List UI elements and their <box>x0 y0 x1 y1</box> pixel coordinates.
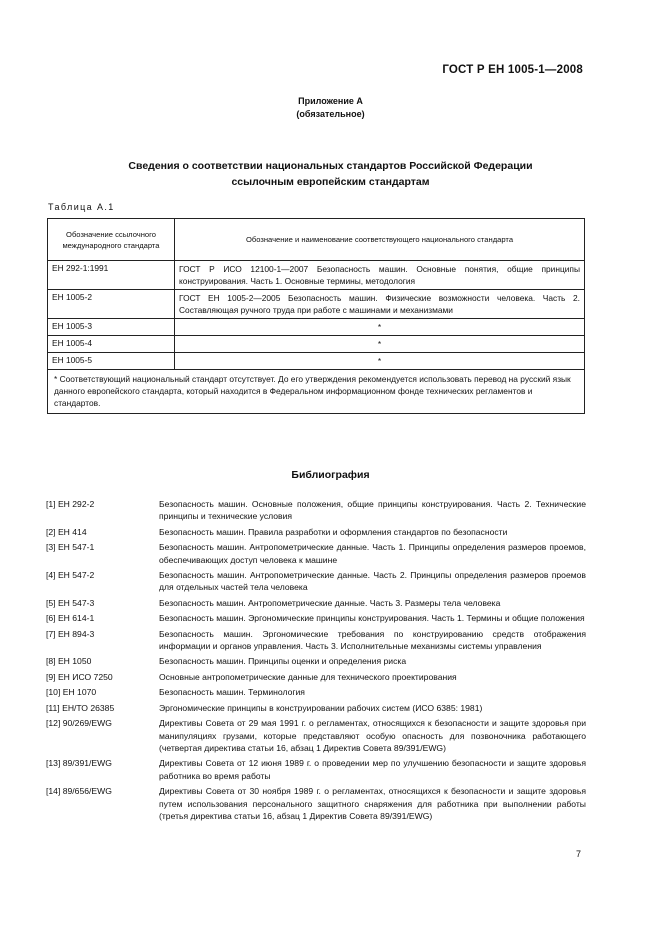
bibliography-ref: [8] ЕН 1050 <box>46 656 92 667</box>
correspondence-table <box>47 218 585 414</box>
bibliography-ref: [10] ЕН 1070 <box>46 687 97 698</box>
table-footnote: * Соответствующий национальный стандарт отсутствует. До его утверждения рекомендуется использовать перевод на русский язык данного европейского стандарта, который находится в Федеральном информационном фонде технических регламентов и стандартов. <box>48 370 585 414</box>
table-cell-code: ЕН 1005-2 <box>48 290 175 319</box>
bibliography-item <box>46 757 586 782</box>
bibliography-text: Безопасность машин. Принципы оценки и определения риска <box>159 656 407 667</box>
table-header-col1 <box>48 219 175 261</box>
bibliography-item <box>46 686 586 698</box>
bibliography-text: Директивы Совета от 30 ноября 1989 г. о регламентах, относящихся к безопасности и защите здоровья путем использования персонального защитного снаряжения для работника при выполнении работы (третья директива статьи 16, абзац 1 Директив Совета 89/391/EWG) <box>159 786 586 821</box>
bibliography-item <box>46 526 586 538</box>
page-number: 7 <box>575 849 581 859</box>
table-header-row <box>48 219 585 261</box>
bibliography-ref: [13] 89/391/EWG <box>46 758 112 769</box>
table-header-col2: Обозначение и наименование соответствующего национального стандарта <box>175 219 585 261</box>
bibliography-text: Безопасность машин. Эргономические принципы конструирования. Часть 1. Термины и общие положения <box>159 613 585 624</box>
bibliography-ref: [1] ЕН 292-2 <box>46 499 95 509</box>
table-cell-code: ЕН 1005-4 <box>48 336 175 353</box>
appendix-subtitle: (обязательное) <box>296 109 365 119</box>
bibliography-ref: [14] 89/656/EWG <box>46 786 112 797</box>
standard-code: ГОСТ Р ЕН 1005-1—2008 <box>442 64 583 76</box>
bibliography-text: Безопасность машин. Эргономические требования по конструированию средств отображения информации и органов управления. Часть 3. Исполнительные механизмы системы управления <box>159 628 586 652</box>
table-row <box>48 336 585 353</box>
bibliography-item <box>46 597 586 609</box>
bibliography-item <box>46 655 586 667</box>
bibliography-ref: [5] ЕН 547-3 <box>46 597 95 608</box>
bibliography-text: Безопасность машин. Правила разработки и оформления стандартов по безопасности <box>159 526 508 537</box>
table-cell-desc: * <box>175 336 585 353</box>
table-cell-desc: ГОСТ ЕН 1005-2—2005 Безопасность машин. Физические возможности человека. Часть 2. Составляющая ручного труда при работе с машинами и механизмами <box>175 290 585 319</box>
table-row <box>48 353 585 370</box>
main-title-line1: Сведения о соответствии национальных стандартов Российской Федерации <box>128 160 533 172</box>
bibliography-ref: [2] ЕН 414 <box>46 526 87 537</box>
table-header-col1-line2: международного стандарта <box>62 240 160 250</box>
table-cell-code: ЕН 292-1:1991 <box>48 261 175 290</box>
bibliography-text: Директивы Совета от 12 июня 1989 г. о проведении мер по улучшению безопасности и защите здоровья работника во время работы <box>159 758 586 781</box>
bibliography-text: Директивы Совета от 29 мая 1991 г. о регламентах, относящихся к безопасности и защите здоровья при манипуляциях грузами, которые представляют особую опасность для позвоночника работающего (четвертая директива статьи 16, абзац 1 Директив Совета 89/391/EWG) <box>159 718 586 753</box>
table-row <box>48 290 585 319</box>
main-title-line2: ссылочным европейским стандартам <box>231 176 430 188</box>
table-row <box>48 261 585 290</box>
bibliography-ref: [11] ЕН/ТО 26385 <box>46 702 115 713</box>
bibliography-ref: [3] ЕН 547-1 <box>46 542 95 553</box>
bibliography-text: Безопасность машин. Основные положения, общие принципы конструирования. Часть 2. Технические принципы и технические условия <box>159 499 586 522</box>
table-cell-desc: * <box>175 319 585 336</box>
table-header-col1-line1: Обозначение ссылочного <box>66 229 156 239</box>
bibliography-ref: [6] ЕН 614-1 <box>46 613 95 624</box>
bibliography-text: Безопасность машин. Антропометрические данные. Часть 1. Принципы определения размеров проемов, обеспечивающих доступ человека к машине <box>159 542 586 565</box>
appendix-title: Приложение А <box>298 96 363 106</box>
bibliography-title: Библиография <box>291 469 370 481</box>
bibliography-item <box>46 717 586 754</box>
bibliography-text: Основные антропометрические данные для технического проектирования <box>159 671 457 682</box>
bibliography-text: Безопасность машин. Терминология <box>159 687 305 698</box>
table-label: Таблица А.1 <box>48 202 115 212</box>
table-cell-code: ЕН 1005-5 <box>48 353 175 370</box>
bibliography-text: Эргономические принципы в конструировании рабочих систем (ИСО 6385: 1981) <box>159 702 483 713</box>
bibliography-item <box>46 569 586 594</box>
bibliography-ref: [4] ЕН 547-2 <box>46 570 95 581</box>
bibliography-item <box>46 671 586 683</box>
bibliography-text: Безопасность машин. Антропометрические данные. Часть 3. Размеры тела человека <box>159 597 501 608</box>
bibliography-item <box>46 702 586 714</box>
table-note-row <box>48 370 585 414</box>
table-cell-desc: ГОСТ Р ИСО 12100-1—2007 Безопасность машин. Основные понятия, общие принципы конструирования. Часть 1. Основные термины, методология <box>175 261 585 290</box>
bibliography-item <box>46 498 586 523</box>
table-cell-desc: * <box>175 353 585 370</box>
bibliography-item <box>46 628 586 653</box>
bibliography-item <box>46 541 586 566</box>
table-cell-code: ЕН 1005-3 <box>48 319 175 336</box>
bibliography-text: Безопасность машин. Антропометрические данные. Часть 2. Принципы определения размеров проемов для отдельных частей тела человека <box>159 570 586 593</box>
table-row <box>48 319 585 336</box>
bibliography-item <box>46 612 586 624</box>
bibliography-list <box>46 498 586 825</box>
bibliography-item <box>46 785 586 822</box>
bibliography-ref: [7] ЕН 894-3 <box>46 628 95 639</box>
bibliography-ref: [9] ЕН ИСО 7250 <box>46 671 113 682</box>
bibliography-ref: [12] 90/269/EWG <box>46 718 112 729</box>
